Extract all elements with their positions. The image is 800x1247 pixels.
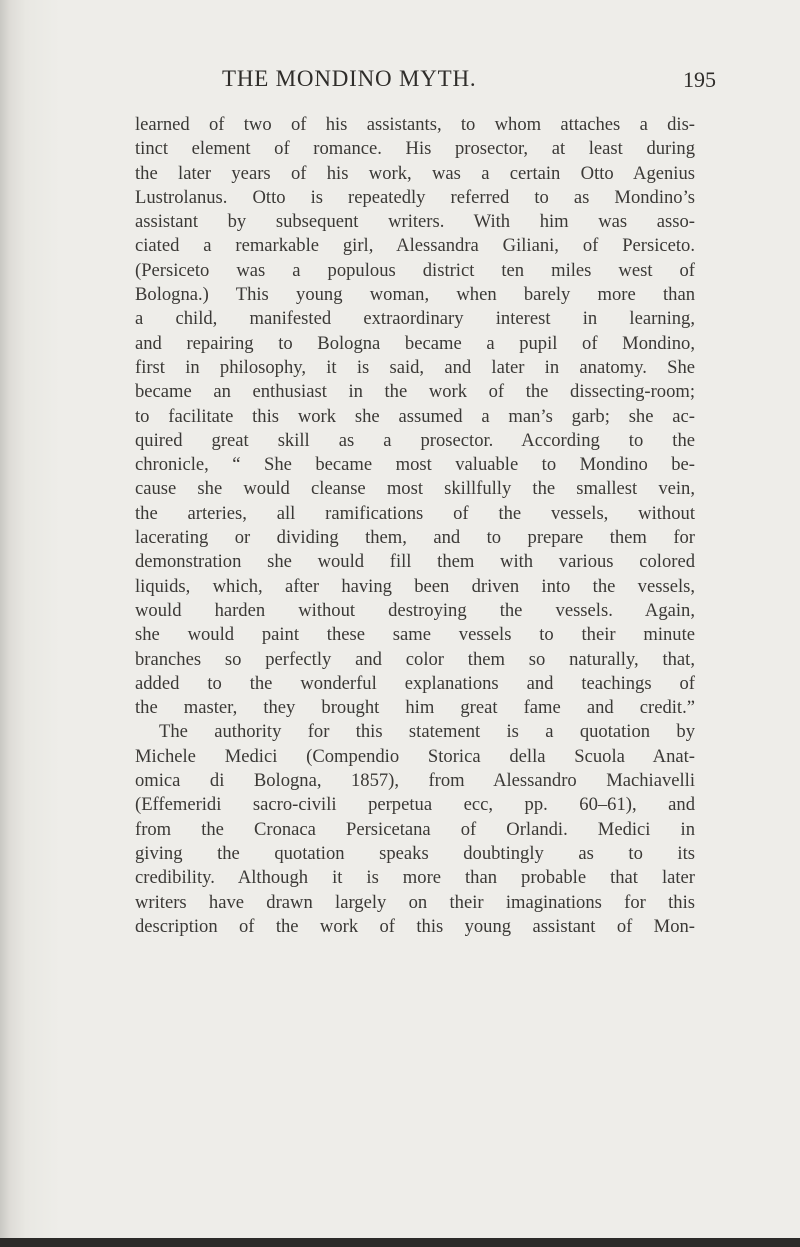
page-number: 195: [683, 67, 716, 92]
paragraph-start-line: The authority for this statement is a quotation by: [159, 721, 695, 743]
text-line: omica di Bologna, 1857), from Alessandro Machiavelli: [135, 770, 695, 792]
page-bottom-edge: [0, 1238, 800, 1247]
text-line: Lustrolanus. Otto is repeatedly referred to as Mondino’s: [135, 186, 695, 208]
text-line: she would paint these same vessels to their minute: [135, 624, 695, 646]
text-line: description of the work of this young assistant of Mon-: [135, 915, 695, 937]
text-line: Bologna.) This young woman, when barely more than: [135, 284, 695, 306]
text-line: tinct element of romance. His prosector, at least during: [135, 138, 695, 160]
text-line: a child, manifested extraordinary interest in learning,: [135, 308, 695, 330]
text-line: and repairing to Bologna became a pupil of Mondino,: [135, 332, 695, 354]
text-line: the arteries, all ramifications of the vessels, without: [135, 502, 695, 524]
text-line: first in philosophy, it is said, and later in anatomy. She: [135, 356, 695, 378]
text-line: chronicle, “ She became most valuable to Mondino be-: [135, 454, 695, 476]
text-line: credibility. Although it is more than probable that later: [135, 867, 695, 889]
text-line: assistant by subsequent writers. With him was asso-: [135, 211, 695, 233]
text-line: the master, they brought him great fame and credit.”: [135, 697, 695, 719]
text-line: from the Cronaca Persicetana of Orlandi. Medici in: [135, 818, 695, 840]
text-line: ciated a remarkable girl, Alessandra Giliani, of Persiceto.: [135, 235, 695, 257]
text-line: demonstration she would fill them with various colored: [135, 551, 695, 573]
text-line: the later years of his work, was a certain Otto Agenius: [135, 162, 695, 184]
text-line: learned of two of his assistants, to whom attaches a dis-: [135, 114, 695, 135]
text-line: liquids, which, after having been driven into the vessels,: [135, 575, 695, 597]
text-line: to facilitate this work she assumed a man’s garb; she ac-: [135, 405, 695, 427]
text-line: (Persiceto was a populous district ten miles west of: [135, 259, 695, 281]
text-line: writers have drawn largely on their imaginations for this: [135, 891, 695, 913]
text-line: (Effemeridi sacro-civili perpetua ecc, pp. 60–61), and: [135, 794, 695, 816]
text-line: became an enthusiast in the work of the dissecting-room;: [135, 381, 695, 403]
text-line: cause she would cleanse most skillfully the smallest vein,: [135, 478, 695, 500]
text-line: would harden without destroying the vessels. Again,: [135, 599, 695, 621]
text-line: quired great skill as a prosector. According to the: [135, 429, 695, 451]
text-line: branches so perfectly and color them so naturally, that,: [135, 648, 695, 670]
text-line: Michele Medici (Compendio Storica della Scuola Anat-: [135, 745, 695, 767]
running-head: [0, 66, 800, 96]
text-line: giving the quotation speaks doubtingly as to its: [135, 842, 695, 864]
text-line: lacerating or dividing them, and to prepare them for: [135, 527, 695, 549]
running-title: THE MONDINO MYTH.: [222, 66, 477, 91]
body-text: [135, 113, 695, 939]
text-line: added to the wonderful explanations and teachings of: [135, 672, 695, 694]
